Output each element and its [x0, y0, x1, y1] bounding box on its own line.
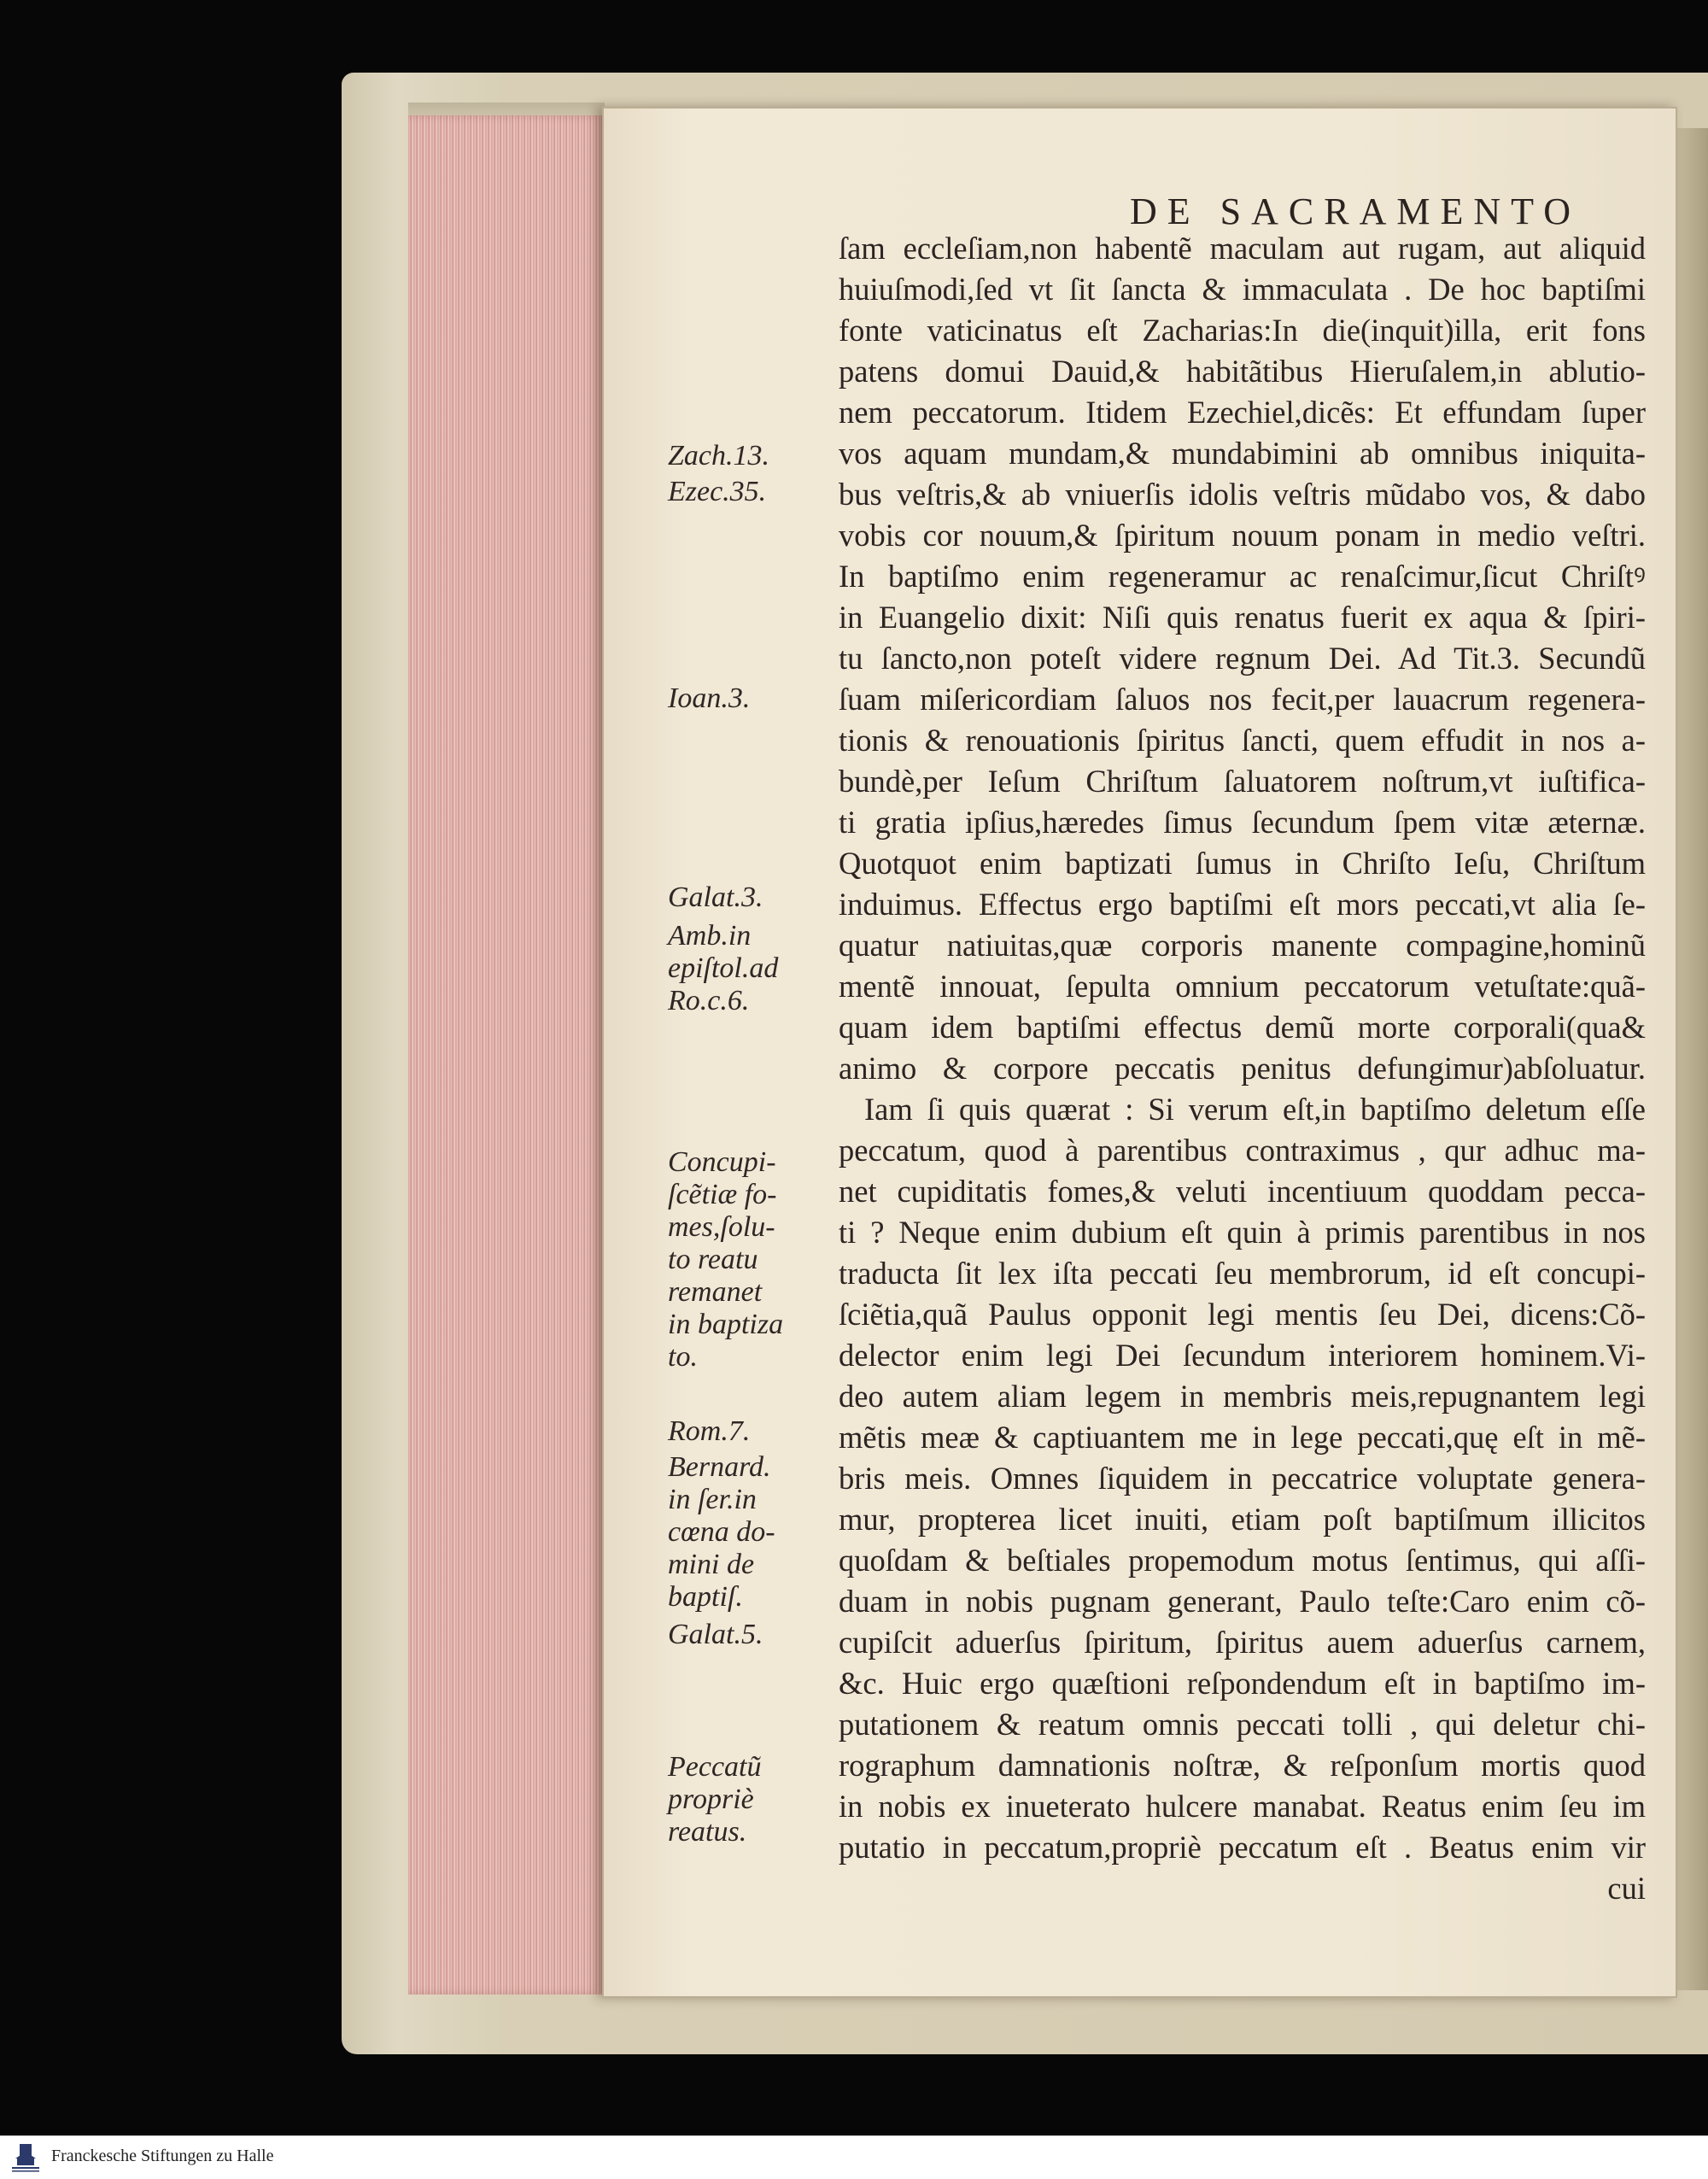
note-line: ſcẽtiæ fo- — [668, 1179, 777, 1210]
text-line: patens domui Dauid,& habitãtibus Hieruſalem,in ablutio- — [839, 354, 1646, 389]
note-line: Peccatũ — [668, 1751, 762, 1783]
text-line: ti gratia ipſius,hæredes ſimus ſecundum ſpem vitæ æternæ. — [839, 805, 1646, 840]
note-line: remanet — [668, 1276, 763, 1308]
marginal-note — [668, 920, 834, 1017]
text-line: In baptiſmo enim regeneramur ac renaſcimur,ſicut Chriſtꝰ — [839, 559, 1646, 594]
text-line: Iam ſi quis quærat : Si verum eſt,in baptiſmo deletum eſſe — [864, 1092, 1646, 1127]
text-line: nem peccatorum. Itidem Ezechiel,dicẽs: Et effundam ſuper — [839, 395, 1646, 430]
note-line: Galat.3. — [668, 882, 763, 913]
note-line: in baptiza — [668, 1309, 784, 1340]
footer-bar — [0, 2135, 1708, 2179]
footer-label: Franckesche Stiftungen zu Halle — [51, 2147, 274, 2165]
text-line: traducta ſit lex iſta peccati ſeu membrorum, id eſt concupi- — [839, 1256, 1646, 1291]
text-line: tu ſancto,non poteſt videre regnum Dei. Ad Tit.3. Secundũ — [839, 641, 1646, 676]
text-line: vos aquam mundam,& mundabimini ab omnibus iniquita- — [839, 436, 1646, 471]
text-line: rographum damnationis noſtræ, & reſponſum mortis quod — [839, 1748, 1646, 1783]
text-line: delector enim legi Dei ſecundum interiorem hominem.Vi- — [839, 1338, 1646, 1373]
note-line: Ezec.35. — [668, 476, 767, 507]
text-line: vobis cor nouum,& ſpiritum nouum ponam in medio veſtri. — [839, 518, 1646, 553]
text-line: in Euangelio dixit: Niſi quis renatus fuerit ex aqua & ſpiri- — [839, 600, 1646, 635]
text-line: net cupiditatis fomes,& veluti incentiuum quoddam pecca- — [839, 1174, 1646, 1209]
note-line: Zach.13. — [668, 440, 769, 472]
text-line: quatur natiuitas,quæ corporis manente compagine,hominũ — [839, 928, 1646, 963]
note-line: Ro.c.6. — [668, 985, 750, 1016]
note-line: Concupi- — [668, 1146, 776, 1178]
text-line: bris meis. Omnes ſiquidem in peccatrice voluptate genera- — [839, 1461, 1646, 1496]
note-line: Ioan.3. — [668, 682, 751, 714]
text-line: &c. Huic ergo quæſtioni reſpondendum eſt in baptiſmo im- — [839, 1666, 1646, 1701]
text-line: mẽtis meæ & captiuantem me in lege peccati,quę eſt in mẽ- — [839, 1420, 1646, 1455]
text-line: bundè,per Ieſum Chriſtum ſaluatorem noſtrum,vt iuſtifica- — [839, 764, 1646, 799]
note-line: in ſer.in — [668, 1484, 757, 1515]
text-line: ſuam miſericordiam ſaluos nos fecit,per lauacrum regenera- — [839, 682, 1646, 717]
note-line: mini de — [668, 1549, 755, 1580]
text-line: mur, propterea licet inuiti, etiam poſt baptiſmum illicitos — [839, 1502, 1646, 1537]
note-line: cœna do- — [668, 1516, 775, 1548]
text-line: induimus. Effectus ergo baptiſmi eſt mors peccati,vt alia ſe- — [839, 887, 1646, 922]
text-line: fonte vaticinatus eſt Zacharias:In die(inquit)illa, erit fons — [839, 313, 1646, 348]
text-line: huiuſmodi,ſed vt ſit ſancta & immaculata . De hoc baptiſmi — [839, 272, 1646, 307]
red-sprinkled-page-edges — [408, 115, 605, 1994]
facing-page-edge — [1674, 128, 1708, 1990]
catchword: cui — [1607, 1871, 1646, 1906]
text-line: ſciẽtia,quã Paulus opponit legi mentis ſeu Dei, dicens:Cõ- — [839, 1297, 1646, 1332]
note-line: to. — [668, 1341, 698, 1373]
marginal-note — [668, 1146, 834, 1374]
marginal-note — [668, 1451, 834, 1614]
text-line: quam idem baptiſmi effectus demũ morte corporali(qua& — [839, 1010, 1646, 1045]
text-line: bus veſtris,& ab vniuerſis idolis veſtris mũdabo vos, & dabo — [839, 477, 1646, 512]
marginal-note — [668, 440, 834, 472]
text-line: putatio in peccatum,propriè peccatum eſt . Beatus enim vir — [839, 1830, 1646, 1865]
text-line: putationem & reatum omnis peccati tolli , qui deletur chi- — [839, 1707, 1646, 1742]
note-line: baptiſ. — [668, 1581, 743, 1613]
text-line: in nobis ex inueterato hulcere manabat. Reatus enim ſeu im — [839, 1789, 1646, 1824]
running-head: DE SACRAMENTO — [1129, 190, 1581, 232]
text-line: ti ? Neque enim dubium eſt quin à primis parentibus in nos — [839, 1215, 1646, 1250]
institution-logo-icon — [7, 2141, 44, 2174]
note-line: Bernard. — [668, 1451, 771, 1483]
text-line: peccatum, quod à parentibus contraximus , qur adhuc ma- — [839, 1133, 1646, 1168]
note-line: Rom.7. — [668, 1415, 751, 1447]
note-line: to reatu — [668, 1244, 758, 1275]
text-line: mentẽ innouat, ſepulta omnium peccatorum vetuſtate:quã- — [839, 969, 1646, 1004]
marginal-note — [668, 1415, 834, 1448]
marginal-note — [668, 1619, 834, 1651]
text-line: animo & corpore peccatis penitus defungimur)abſoluatur. — [839, 1051, 1646, 1086]
note-line: Amb.in — [668, 920, 752, 952]
text-line: ſam eccleſiam,non habentẽ maculam aut rugam, aut aliquid — [839, 231, 1646, 266]
marginal-note — [668, 1751, 834, 1848]
note-line: propriè — [668, 1784, 754, 1815]
marginal-note — [668, 682, 834, 715]
text-line: quoſdam & beſtiales propemodum motus ſentimus, qui aſſi- — [839, 1543, 1646, 1578]
text-line: deo autem aliam legem in membris meis,repugnantem legi — [839, 1379, 1646, 1414]
text-line: Quotquot enim baptizati ſumus in Chriſto Ieſu, Chriſtum — [839, 846, 1646, 881]
book-page — [602, 107, 1677, 1998]
note-line: mes,ſolu- — [668, 1211, 775, 1243]
text-line: cupiſcit aduerſus ſpiritum, ſpiritus auem aduerſus carnem, — [839, 1625, 1646, 1660]
note-line: Galat.5. — [668, 1619, 763, 1650]
text-line: tionis & renouationis ſpiritus ſancti, quem effudit in nos a- — [839, 723, 1646, 758]
marginal-note — [668, 882, 834, 914]
marginal-note — [668, 476, 834, 508]
text-line: duam in nobis pugnam generant, Paulo teſte:Caro enim cõ- — [839, 1584, 1646, 1619]
note-line: reatus. — [668, 1816, 747, 1848]
note-line: epiſtol.ad — [668, 952, 779, 984]
